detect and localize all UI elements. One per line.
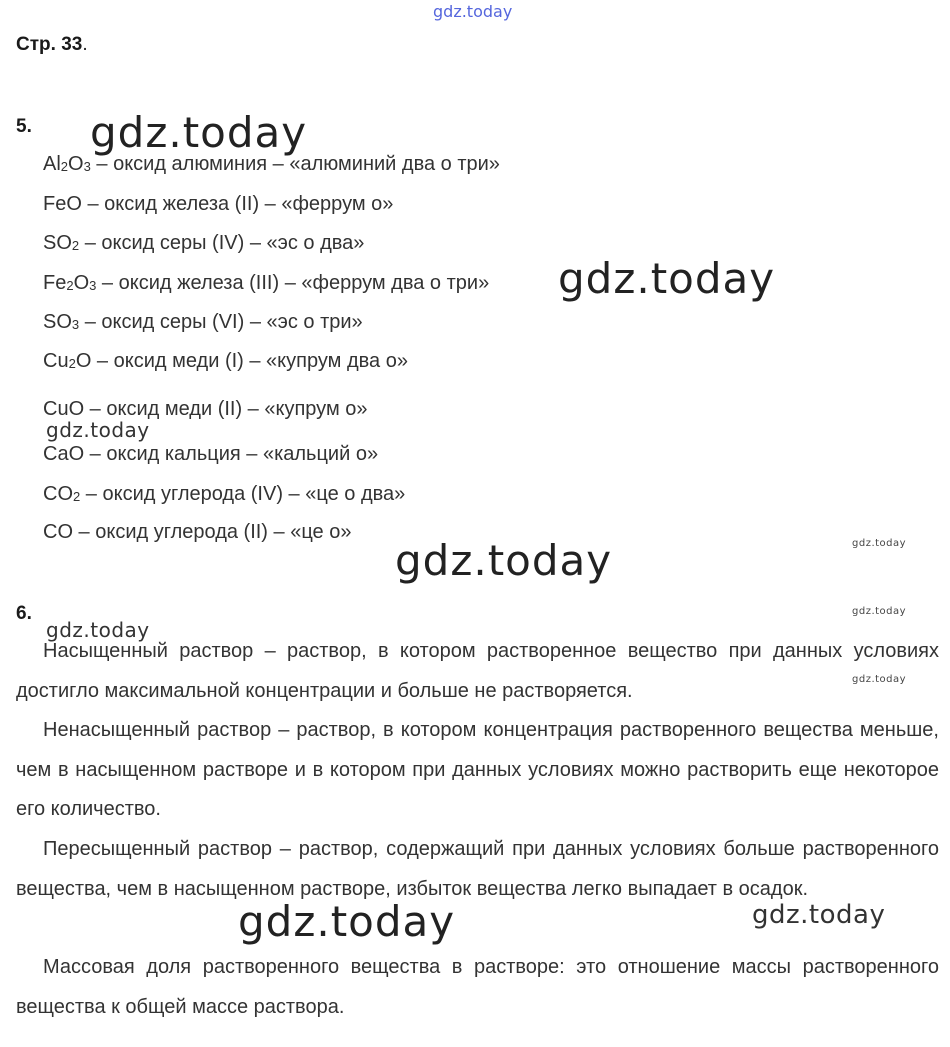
oxide-description: – оксид углерода (IV) – «це о два» [80,483,406,505]
oxide-item [43,311,363,334]
watermark-large: gdz.today [395,536,613,585]
chemical-formula: CO [43,521,73,543]
oxide-item [43,443,378,466]
oxide-description: – оксид серы (IV) – «эс о два» [79,232,365,254]
watermark-medium: gdz.today [752,900,886,930]
oxide-description: – оксид железа (II) – «феррум о» [81,193,394,215]
chemical-formula: $CO_2$ [43,483,81,505]
oxide-item [43,483,405,506]
definition-paragraph-supersaturated: Пересыщенный раствор – раствор, содержащий при данных условиях больше растворенного вещества, чем в насыщенном растворе, избыток вещества легко выпадает в осадок. [16,838,939,900]
definition-paragraph-saturated: Насыщенный раствор – раствор, в котором растворенное вещество при данных условиях достигло максимальной концентрации и больше не растворяется. [16,640,939,702]
oxide-item [43,193,393,216]
oxide-description: – оксид серы (VI) – «эс о три» [79,311,363,333]
watermark-large: gdz.today [238,897,456,946]
page-number-dot: . [82,34,88,55]
oxide-description: – оксид меди (I) – «купрум два о» [91,350,408,372]
chemical-formula: $Fe_2O_3$ [43,272,97,294]
watermark-large: gdz.today [558,254,776,303]
oxide-item [43,350,408,373]
oxide-item [43,232,364,255]
watermark-small: gdz.today [46,418,150,442]
watermark-tiny: gdz.today [852,606,907,617]
oxide-item [43,153,500,176]
oxide-item [43,398,368,421]
oxide-item [43,272,489,295]
oxide-item [43,521,352,544]
task-6-number: 6. [16,603,32,624]
oxide-description: – оксид меди (II) – «купрум о» [84,398,368,420]
oxide-description: – оксид кальция – «кальций о» [84,443,379,465]
watermark-large: gdz.today [90,108,308,157]
watermark-tiny: gdz.today [852,538,907,549]
chemical-formula: FeO [43,193,82,215]
definition-paragraph-unsaturated: Ненасыщенный раствор – раствор, в котором концентрация растворенного вещества меньше, чем в насыщенном растворе и в котором при данных условиях можно растворить еще некоторое его количество. [16,719,939,820]
chemical-formula: $SO_3$ [43,311,80,333]
task-5-number: 5. [16,116,32,137]
page-number-text: Стр. 33 [16,34,83,55]
watermark-tiny: gdz.today [852,674,907,685]
oxide-description: – оксид алюминия – «алюминий два о три» [90,153,500,175]
chemical-formula: CaO [43,443,85,465]
chemical-formula: $Al_2O_3$ [43,153,91,175]
chemical-formula: $SO_2$ [43,232,80,254]
watermark-top: gdz.today [433,2,513,21]
definition-paragraph-mass-fraction: Массовая доля растворенного вещества в растворе: это отношение массы растворенного вещества к общей массе раствора. [16,956,939,1018]
chemical-formula: $Cu_2O$ [43,350,92,372]
chemical-formula: CuO [43,398,85,420]
page-number-label [16,34,88,56]
oxide-description: – оксид железа (III) – «феррум два о три» [96,272,490,294]
watermark-small: gdz.today [46,618,150,642]
oxide-description: – оксид углерода (II) – «це о» [73,521,352,543]
